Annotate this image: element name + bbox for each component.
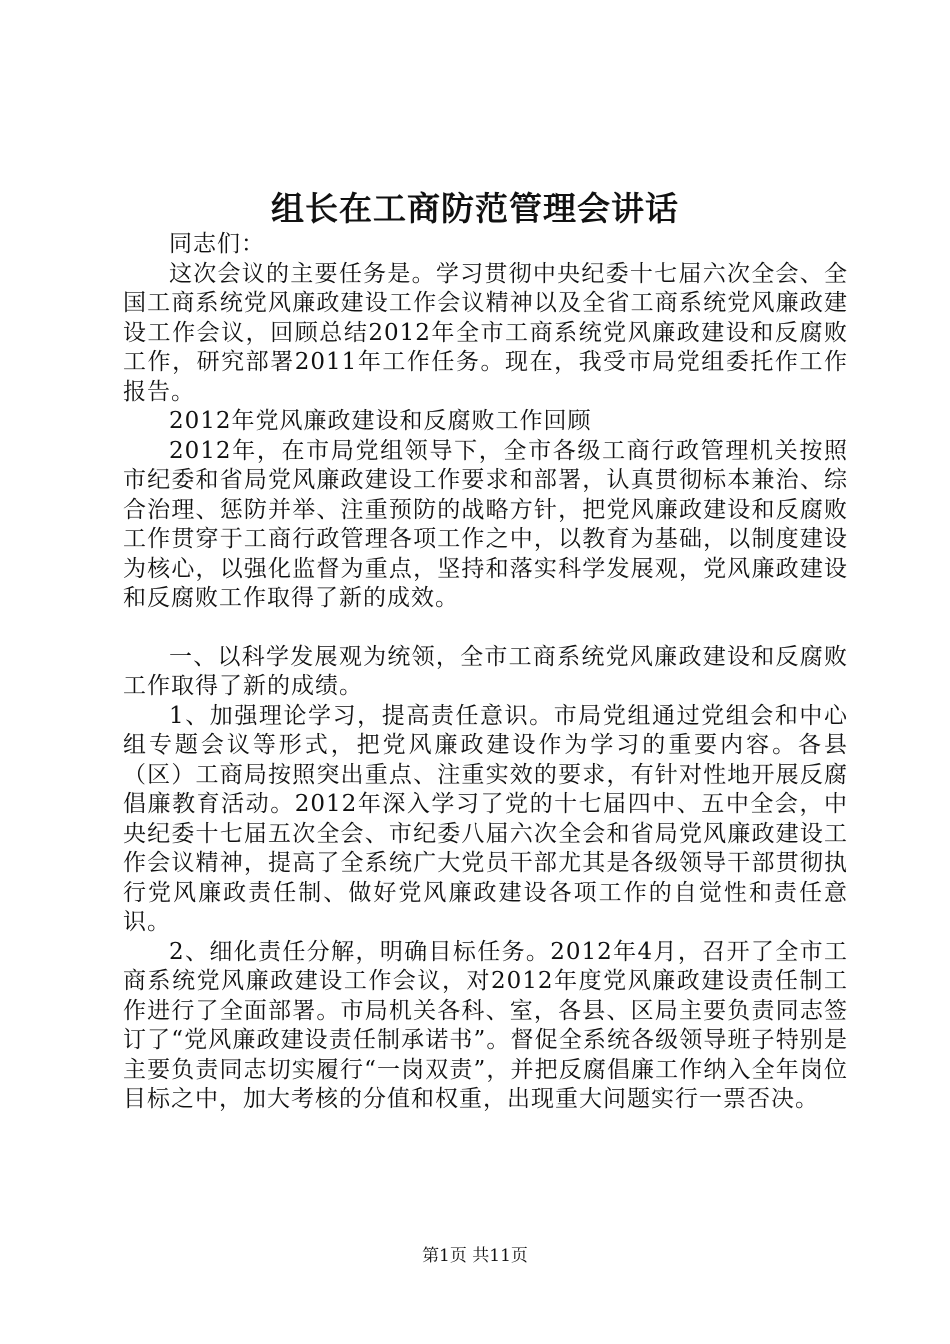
paragraph-item-1: 1、加强理论学习，提高责任意识。市局党组通过党组会和中心组专题会议等形式，把党风廉政建设作为学习的重要内容。各县（区）工商局按照突出重点、注重实效的要求，有针对性地开展反腐倡廉教育活动。2012年深入学习了党的十七届四中、五中全会，中央纪委十七届五次全会、市纪委八届六次全会和省局党风廉政建设工作会议精神，提高了全系统广大党员干部尤其是各级领导干部贯彻执行党风廉政责任制、做好党风廉政建设各项工作的自觉性和责任意识。 — [123, 702, 848, 935]
document-body — [123, 230, 848, 1115]
section-heading-review: 2012年党风廉政建设和反腐败工作回顾 — [169, 408, 592, 434]
section-heading-one: 一、以科学发展观为统领，全市工商系统党风廉政建设和反腐败工作取得了新的成绩。 — [123, 643, 848, 699]
document-title: 组长在工商防范管理会讲话 — [271, 189, 679, 228]
paragraph-meeting-task: 这次会议的主要任务是。学习贯彻中央纪委十七届六次全会、全国工商系统党风廉政建设工作会议精神以及全省工商系统党风廉政建设工作会议，回顾总结2012年全市工商系统党风廉政建设和反腐败工作，研究部署2011年工作任务。现在，我受市局党组委托作工作报告。 — [123, 260, 848, 405]
paragraph-review-summary: 2012年，在市局党组领导下，全市各级工商行政管理机关按照市纪委和省局党风廉政建设工作要求和部署，认真贯彻标本兼治、综合治理、惩防并举、注重预防的战略方针，把党风廉政建设和反腐败工作贯穿于工商行政管理各项工作之中，以教育为基础，以制度建设为核心，以强化监督为重点，坚持和落实科学发展观，党风廉政建设和反腐败工作取得了新的成效。 — [123, 437, 848, 611]
salutation: 同志们： — [169, 231, 265, 257]
page-number-footer: 第1页 共11页 — [422, 1246, 528, 1266]
paragraph-item-2: 2、细化责任分解，明确目标任务。2012年4月，召开了全市工商系统党风廉政建设工作会议，对2012年度党风廉政建设责任制工作进行了全面部署。市局机关各科、室，各县、区局主要负责同志签订了“党风廉政建设责任制承诺书”。督促全系统各级领导班子特别是主要负责同志切实履行“一岗双责”，并把反腐倡廉工作纳入全年岗位目标之中，加大考核的分值和权重，出现重大问题实行一票否决。 — [123, 938, 848, 1112]
